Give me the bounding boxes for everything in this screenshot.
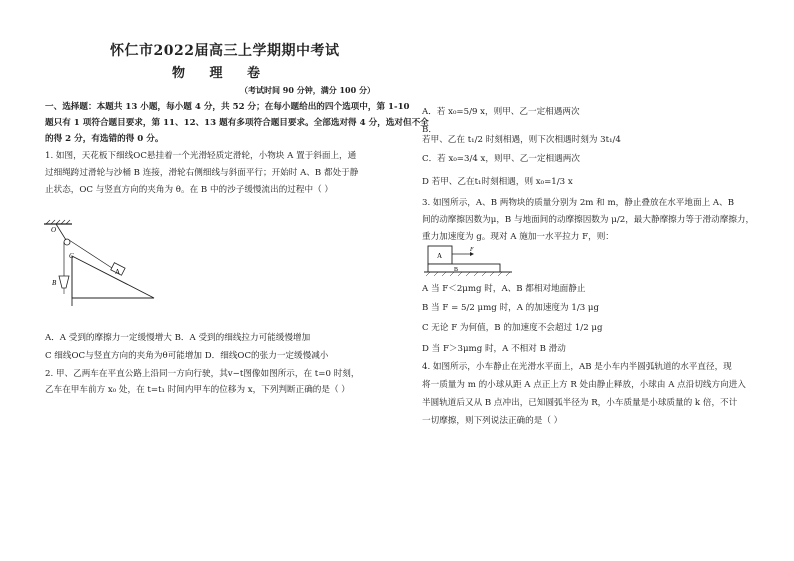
- q1-label-b: B: [52, 279, 57, 287]
- q1-label-a: A: [115, 268, 121, 276]
- q1-options-line-1: A．A 受到的摩擦力一定缓慢增大 B．A 受到的细线拉力可能缓慢增加: [45, 333, 311, 343]
- q3-label-b: B: [454, 267, 459, 273]
- q1-line-3: 止状态，OC 与竖直方向的夹角为 θ。在 B 中的沙子缓慢流出的过程中（ ）: [45, 185, 333, 195]
- q2-line-2: 乙车在甲车前方 x₀ 处，在 t=t₁ 时间内甲车的位移为 x，下列判断正确的是（ ）: [45, 385, 350, 395]
- q3-option-c: C 无论 F 为何值，B 的加速度不会超过 1/2 μg: [422, 323, 603, 333]
- q2-option-a: A．若 x₀=5/9 x，则甲、乙一定相遇两次: [422, 107, 580, 117]
- page-subtitle: 物 理 卷: [172, 66, 271, 81]
- q2-option-b-letter: B．: [422, 125, 437, 135]
- q4-line-1: 4. 如图所示，小车静止在光滑水平面上，AB 是小车内半圆弧轨道的水平直径，现: [422, 362, 732, 372]
- q4-line-2: 将一质量为 m 的小球从距 A 点正上方 R 处由静止释放，小球由 A 点沿切线方向进入: [422, 380, 746, 390]
- q3-option-b: B 当 F = 5/2 μmg 时，A 的加速度为 1/3 μg: [422, 303, 600, 313]
- q3-option-a: A 当 F＜2μmg 时，A、B 都相对地面静止: [422, 284, 586, 294]
- q1-label-c: C: [69, 252, 74, 260]
- q3-label-f: F: [470, 247, 474, 253]
- q2-option-c: C．若 x₀=3/4 x，则甲、乙一定相遇两次: [422, 154, 580, 164]
- q1-line-1: 1. 如图，天花板下细线OC悬挂着一个光滑轻质定滑轮，小物块 A 置于斜面上，通: [45, 151, 357, 161]
- exam-note: （考试时间 90 分钟，满分 100 分）: [240, 85, 375, 95]
- q1-line-2: 过细绳跨过滑轮与沙桶 B 连接，滑轮右侧细线与斜面平行；开始时 A、B 都处于静: [45, 168, 359, 178]
- page-title: 怀仁市2022届高三上学期期中考试: [110, 43, 340, 59]
- q2-line-1: 2. 甲、乙两车在平直公路上沿同一方向行驶，其v−t图像如图所示，在 t=0 时刻，: [45, 369, 360, 379]
- instructions-line-3: 的得 2 分，有选错的得 0 分。: [45, 134, 164, 144]
- q2-option-d: D 若甲、乙在t₁时刻相遇，则 x₀=1/3 x: [422, 177, 573, 187]
- instructions-line-2: 题只有 1 项符合题目要求，第 11、12、13 题有多项符合题目要求。全部选对得 4 分，选对但不全: [45, 118, 429, 128]
- q4-line-3: 半圆轨道后又从 B 点冲出，已知圆弧半径为 R，小车质量是小球质量的 k 倍，不计: [422, 398, 738, 408]
- q3-figure: [424, 244, 514, 278]
- q3-option-d: D 当 F＞3μmg 时，A 不相对 B 滑动: [422, 344, 566, 354]
- q1-figure: [42, 218, 162, 308]
- q2-option-b: 若甲、乙在 t₁/2 时刻相遇，则下次相遇时刻为 3t₁/4: [422, 135, 621, 145]
- q1-label-o: O: [51, 226, 57, 234]
- q4-line-4: 一切摩擦，则下列说法正确的是（ ）: [422, 416, 563, 426]
- q3-line-3: 重力加速度为 g。现对 A 施加一水平拉力 F，则：: [422, 232, 614, 242]
- q1-options-line-2: C 细线OC与竖直方向的夹角为θ可能增加 D．细线OC的张力一定缓慢减小: [45, 351, 329, 361]
- q3-line-1: 3. 如图所示，A、B 两物块的质量分别为 2m 和 m，静止叠放在水平地面上 A、B: [422, 198, 735, 208]
- q3-label-a: A: [437, 252, 443, 260]
- q3-line-2: 间的动摩擦因数为μ，B 与地面间的动摩擦因数为 μ/2，最大静摩擦力等于滑动摩擦力，: [422, 215, 755, 225]
- instructions-line-1: 一、选择题：本题共 13 小题，每小题 4 分，共 52 分；在每小题给出的四个选项中，第 1-10: [45, 102, 410, 112]
